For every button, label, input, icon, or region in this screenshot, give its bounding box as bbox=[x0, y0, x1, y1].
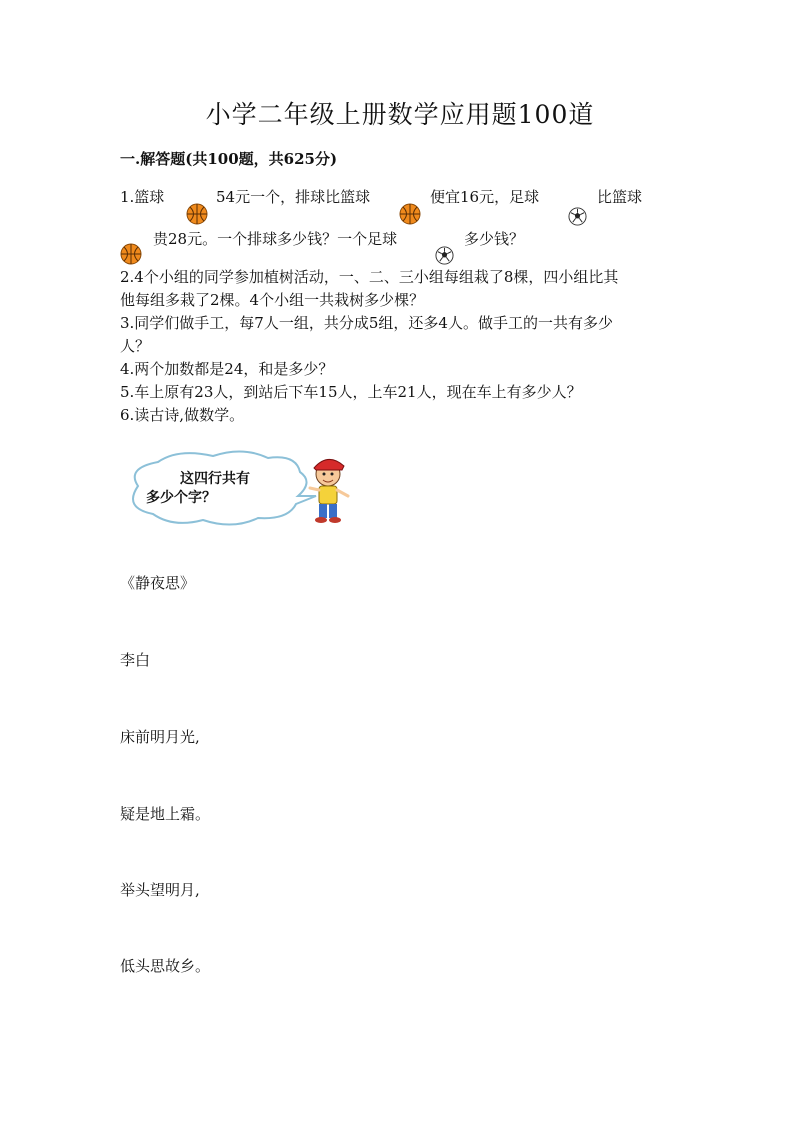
q1-text-e: 贵28元。一个排球多少钱？一个足球 bbox=[153, 230, 398, 248]
q2-line1: 2.4个小组的同学参加植树活动，一、二、三小组每组栽了8棵，四小组比其 bbox=[120, 268, 619, 286]
basketball-icon bbox=[186, 203, 208, 225]
volleyball-icon bbox=[399, 203, 421, 225]
speech-bubble-illustration bbox=[118, 448, 368, 532]
bubble-line-1: 这四行共有 bbox=[180, 471, 250, 487]
poem-line: 疑是地上霜。 bbox=[120, 805, 211, 823]
q6-text: 6.读古诗,做数学。 bbox=[120, 406, 245, 424]
q1-text-a: 1.篮球 bbox=[120, 188, 165, 206]
basketball-icon bbox=[120, 243, 142, 265]
football-icon bbox=[568, 207, 587, 226]
q1-text-c: 便宜16元，足球 bbox=[430, 188, 540, 206]
q4-text: 4.两个加数都是24，和是多少？ bbox=[120, 360, 334, 378]
q3-line1: 3.同学们做手工，每7人一组，共分成5组，还多4人。做手工的一共有多少 bbox=[120, 314, 613, 332]
q1-text-f: 多少钱？ bbox=[464, 230, 525, 248]
q1-text-b: 54元一个，排球比篮球 bbox=[216, 188, 371, 206]
section-heading: 一.解答题(共100题，共625分) bbox=[120, 150, 338, 168]
q2-line2: 他每组多栽了2棵。4个小组一共栽树多少棵？ bbox=[120, 291, 425, 309]
q3-line2: 人？ bbox=[120, 337, 151, 355]
q5-text: 5.车上原有23人，到站后下车15人，上车21人，现在车上有多少人？ bbox=[120, 383, 582, 401]
poem-line: 举头望明月, bbox=[120, 881, 200, 899]
bubble-line-2: 多少个字？ bbox=[146, 490, 216, 506]
q1-text-d: 比篮球 bbox=[597, 188, 643, 206]
poem-author: 李白 bbox=[120, 651, 151, 669]
page-title: 小学二年级上册数学应用题100道 bbox=[205, 100, 595, 129]
poem-line: 低头思故乡。 bbox=[120, 957, 211, 975]
poem-title: 《静夜思》 bbox=[120, 574, 196, 592]
football-icon bbox=[435, 246, 454, 265]
poem-line: 床前明月光, bbox=[120, 728, 200, 746]
